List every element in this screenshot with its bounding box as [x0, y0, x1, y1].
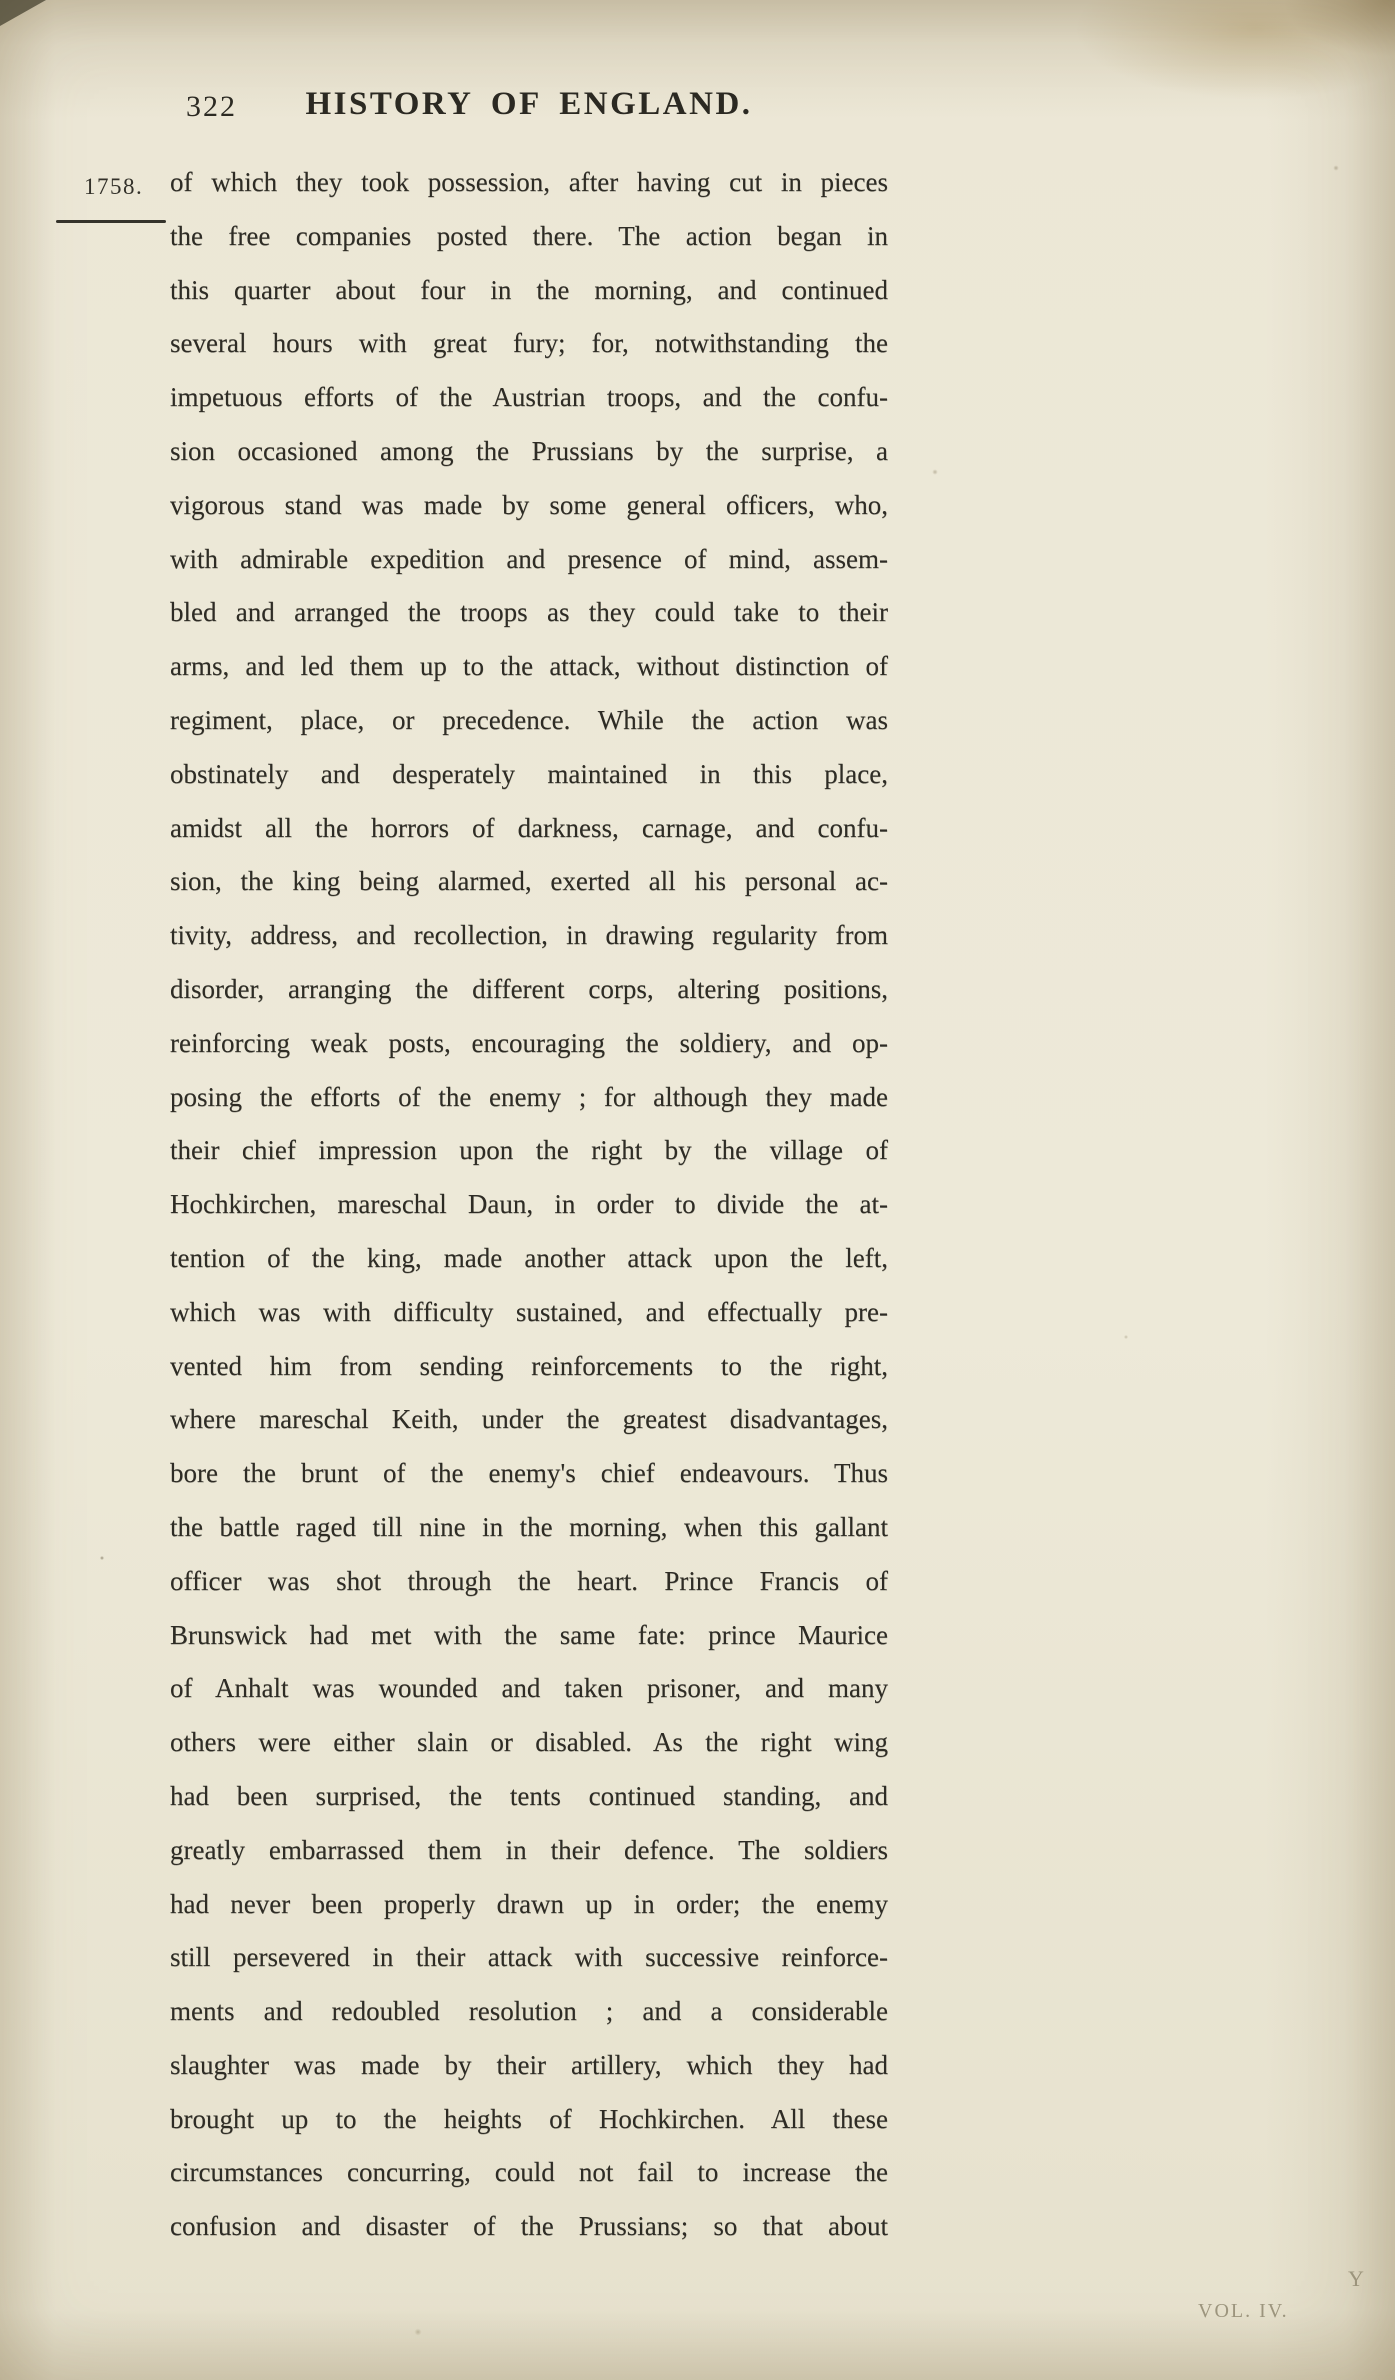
- body-line: slaughter was made by their artillery, which they had: [170, 2049, 888, 2080]
- body-line: disorder, arranging the different corps, altering positions,: [170, 973, 888, 1004]
- body-line: Hochkirchen, mareschal Daun, in order to divide the at-: [170, 1189, 888, 1220]
- body-line: vigorous stand was made by some general officers, who,: [170, 489, 888, 520]
- body-line: brought up to the heights of Hochkirchen. All these: [170, 2103, 888, 2134]
- body-line: which was with difficulty sustained, and effectually pre-: [170, 1296, 888, 1327]
- body-line: this quarter about four in the morning, and continued: [170, 274, 888, 305]
- body-line: impetuous efforts of the Austrian troops, and the confu-: [170, 382, 888, 413]
- body-line: still persevered in their attack with successive reinforce-: [170, 1942, 888, 1973]
- signature-mark: Y: [1348, 2266, 1364, 2291]
- body-line: ments and redoubled resolution ; and a considerable: [170, 1996, 888, 2027]
- body-line: several hours with great fury; for, notwithstanding the: [170, 328, 888, 359]
- body-line: sion, the king being alarmed, exerted all his personal ac-: [170, 866, 888, 897]
- body-text: [170, 156, 888, 2254]
- body-line: of Anhalt was wounded and taken prisoner, and many: [170, 1673, 888, 1704]
- body-line: others were either slain or disabled. As the right wing: [170, 1727, 888, 1758]
- body-line: their chief impression upon the right by the village of: [170, 1135, 888, 1166]
- body-line: officer was shot through the heart. Prince Francis of: [170, 1565, 888, 1596]
- body-line: posing the efforts of the enemy ; for although they made: [170, 1081, 888, 1112]
- body-line: circumstances concurring, could not fail to increase the: [170, 2157, 888, 2188]
- body-line: obstinately and desperately maintained in this place,: [170, 758, 888, 789]
- body-line: tivity, address, and recollection, in drawing regularity from: [170, 920, 888, 951]
- body-line: had never been properly drawn up in order; the enemy: [170, 1888, 888, 1919]
- page-corner-shadow: [0, 0, 46, 26]
- body-line: the battle raged till nine in the morning, when this gallant: [170, 1511, 888, 1542]
- body-line: regiment, place, or precedence. While the action was: [170, 704, 888, 735]
- body-line: vented him from sending reinforcements to the right,: [170, 1350, 888, 1381]
- body-line: the free companies posted there. The action began in: [170, 220, 888, 251]
- body-line: reinforcing weak posts, encouraging the soldiery, and op-: [170, 1027, 888, 1058]
- body-line: had been surprised, the tents continued standing, and: [170, 1780, 888, 1811]
- body-line: tention of the king, made another attack upon the left,: [170, 1242, 888, 1273]
- body-line: of which they took possession, after having cut in pieces: [170, 167, 888, 197]
- body-line: sion occasioned among the Prussians by the surprise, a: [170, 435, 888, 466]
- body-line: with admirable expedition and presence of mind, assem-: [170, 543, 888, 574]
- body-line: amidst all the horrors of darkness, carnage, and confu-: [170, 812, 888, 843]
- body-line: bore the brunt of the enemy's chief endeavours. Thus: [170, 1458, 888, 1489]
- margin-rule: [56, 220, 166, 223]
- volume-label: VOL. IV.: [1198, 2300, 1289, 2322]
- running-title: HISTORY OF ENGLAND.: [305, 86, 753, 122]
- body-line: where mareschal Keith, under the greatest disadvantages,: [170, 1404, 888, 1435]
- margin-year: 1758.: [84, 174, 144, 199]
- page-number: 322: [186, 90, 237, 123]
- body-line: bled and arranged the troops as they could take to their: [170, 597, 888, 628]
- body-line: arms, and led them up to the attack, without distinction of: [170, 651, 888, 682]
- body-line: Brunswick had met with the same fate: prince Maurice: [170, 1619, 888, 1650]
- body-line: confusion and disaster of the Prussians; so that about: [170, 2211, 888, 2242]
- body-line: greatly embarrassed them in their defence. The soldiers: [170, 1834, 888, 1865]
